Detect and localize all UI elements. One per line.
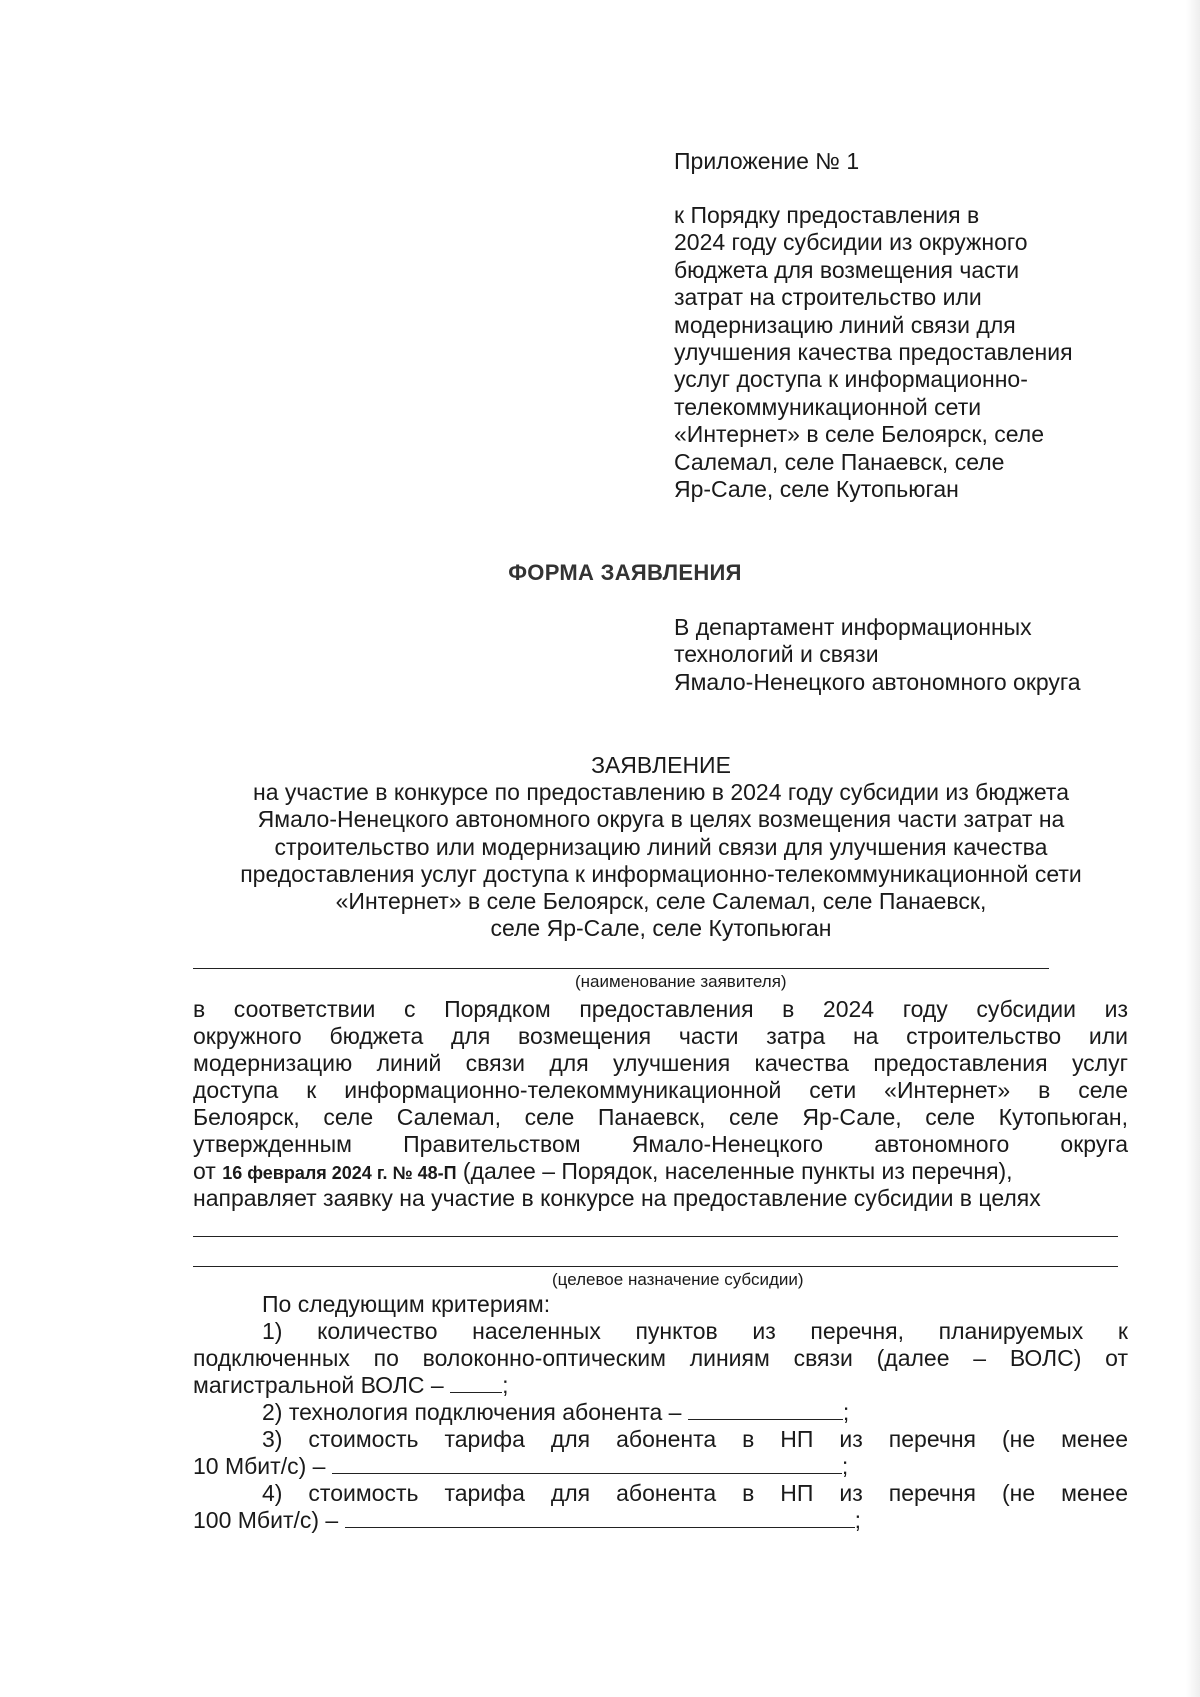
criteria-item-4-semicolon: ; xyxy=(854,1507,861,1533)
appendix-line: улучшения качества предоставления xyxy=(674,339,1073,366)
body-line: Белоярск, селе Салемал, селе Панаевск, селе Яр-Сале, селе Кутопьюган, xyxy=(193,1104,1128,1130)
statement-line: «Интернет» в селе Белоярск, селе Салемал, селе Панаевск, xyxy=(335,888,987,915)
tariff-100mbps-field[interactable] xyxy=(345,1509,855,1528)
criteria-item-3-semicolon: ; xyxy=(841,1453,849,1479)
addressee-line: Ямало-Ненецкого автономного округа xyxy=(674,668,1081,695)
criteria-item-2-semicolon: ; xyxy=(842,1399,850,1425)
criteria-item-1-cont: подключенных по волоконно-оптическим линиям связи (далее – ВОЛС) от xyxy=(193,1345,1128,1371)
form-title: ФОРМА ЗАЯВЛЕНИЯ xyxy=(508,560,742,585)
purpose-line-2[interactable] xyxy=(193,1266,1118,1267)
criteria-item-1-label: магистральной ВОЛС – xyxy=(193,1372,444,1398)
statement-block xyxy=(180,752,1142,942)
body-last-line: направляет заявку на участие в конкурсе на предоставление субсидии в целях xyxy=(193,1185,1041,1211)
appendix-line: «Интернет» в селе Белоярск, селе xyxy=(674,421,1044,448)
addressee-line: технологий и связи xyxy=(674,641,879,668)
settlements-count-field[interactable] xyxy=(450,1374,502,1393)
criteria-item-1: 1) количество населенных пунктов из перечня, планируемых к xyxy=(262,1318,1128,1344)
appendix-line: бюджета для возмещения части xyxy=(674,256,1020,283)
purpose-line-1[interactable] xyxy=(193,1236,1118,1237)
statement-line: строительство или модернизацию линий связи для улучшения качества xyxy=(274,833,1048,860)
criteria-item-3-end xyxy=(193,1453,848,1480)
statement-title: ЗАЯВЛЕНИЕ xyxy=(591,752,731,778)
resolution-date: 16 февраля 2024 г. № 48-П xyxy=(222,1163,457,1183)
addressee-line: В департамент информационных xyxy=(674,614,1032,640)
criteria-item-2 xyxy=(262,1399,849,1426)
page-edge-shadow xyxy=(1186,0,1200,1697)
criteria-item-3-label: 10 Мбит/с) – xyxy=(193,1453,326,1479)
appendix-line: модернизацию линий связи для xyxy=(674,311,1016,338)
criteria-item-3: 3) стоимость тарифа для абонента в НП из перечня (не менее xyxy=(262,1426,1128,1452)
appendix-line: услуг доступа к информационно- xyxy=(674,366,1028,393)
addressee-block xyxy=(674,614,1081,696)
appendix-line: к Порядку предоставления в xyxy=(674,202,980,228)
statement-line: на участие в конкурсе по предоставлению в 2024 году субсидии из бюджета xyxy=(253,779,1069,806)
criteria-item-1-semicolon: ; xyxy=(502,1372,509,1398)
purpose-caption: (целевое назначение субсидии) xyxy=(552,1270,804,1289)
criteria-item-1-end xyxy=(193,1372,508,1399)
applicant-name-line[interactable] xyxy=(193,968,1049,969)
appendix-line: 2024 году субсидии из окружного xyxy=(674,229,1028,256)
appendix-line: затрат на строительство или xyxy=(674,284,982,311)
appendix-line: Салемал, селе Панаевск, селе xyxy=(674,448,1005,475)
statement-line: предоставления услуг доступа к информационно-телекоммуникационной сети xyxy=(240,860,1082,887)
body-line: доступа к информационно-телекоммуникационной сети «Интернет» в селе xyxy=(193,1077,1128,1103)
statement-line: Ямало-Ненецкого автономного округа в целях возмещения части затрат на xyxy=(257,806,1065,833)
criteria-heading: По следующим критериям: xyxy=(262,1291,551,1317)
body-line: в соответствии с Порядком предоставления в 2024 году субсидии из xyxy=(193,996,1128,1022)
body-line: утвержденным Правительством Ямало-Ненецкого автономного округа xyxy=(193,1131,1128,1157)
appendix-description xyxy=(674,202,1073,503)
criteria-item-4-label: 100 Мбит/с) – xyxy=(193,1507,339,1533)
criteria-item-2-label: 2) технология подключения абонента – xyxy=(262,1399,682,1425)
date-suffix: (далее – Порядок, населенные пункты из перечня), xyxy=(456,1158,1013,1184)
criteria-item-4-end xyxy=(193,1507,861,1534)
body-line: модернизацию линий связи для улучшения качества предоставления услуг xyxy=(193,1050,1128,1076)
body-date-line xyxy=(193,1158,1013,1187)
tariff-10mbps-field[interactable] xyxy=(332,1455,842,1474)
body-line: окружного бюджета для возмещения части затра на строительство или xyxy=(193,1023,1128,1049)
appendix-line: телекоммуникационной сети xyxy=(674,393,982,420)
appendix-line: Яр-Сале, селе Кутопьюган xyxy=(674,476,959,503)
date-prefix: от xyxy=(193,1158,223,1184)
appendix-title: Приложение № 1 xyxy=(674,148,860,174)
connection-technology-field[interactable] xyxy=(688,1401,843,1420)
statement-line: селе Яр-Сале, селе Кутопьюган xyxy=(490,915,832,942)
criteria-item-4: 4) стоимость тарифа для абонента в НП из перечня (не менее xyxy=(262,1480,1128,1506)
applicant-caption: (наименование заявителя) xyxy=(575,972,787,991)
